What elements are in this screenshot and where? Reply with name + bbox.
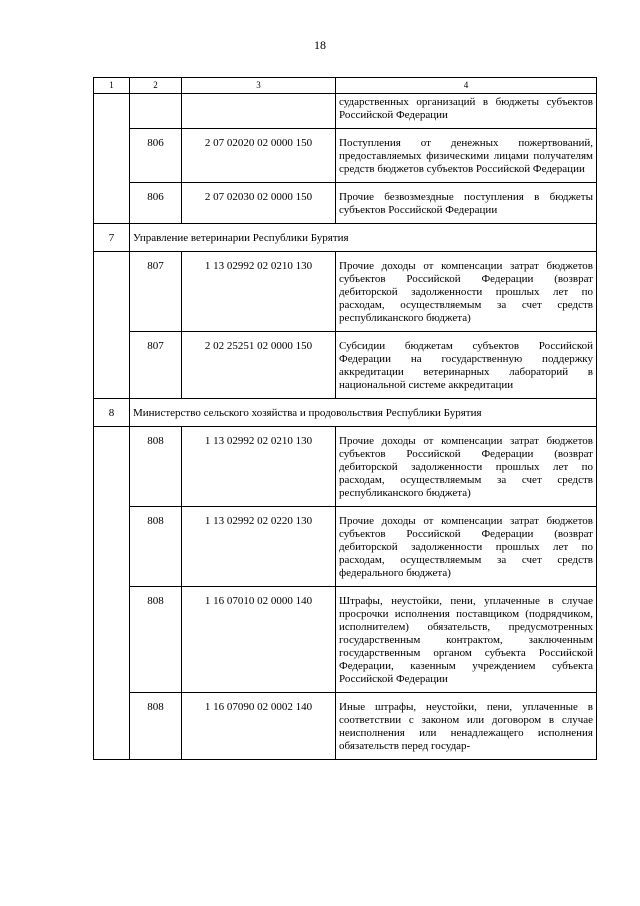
header-row	[94, 78, 597, 94]
revenue-description-cell: Прочие доходы от компенсации затрат бюджетов субъектов Российской Федерации (возврат дебиторской задолженности прошлых лет по расходам, осуществляемым за счет средств федерального бюджета)	[336, 507, 597, 587]
revenue-description-cell: Прочие безвозмездные поступления в бюджеты субъектов Российской Федерации	[336, 183, 597, 224]
revenue-description-cell: Штрафы, неустойки, пени, уплаченные в случае просрочки исполнения поставщиком (подрядчиком, исполнителем) обязательств, предусмотренных государственным контрактом, заключенным государственным органом субъекта Российской Федерации, казенным учреждением субъекта Российской Федерации	[336, 587, 597, 693]
table-row	[94, 183, 597, 224]
table-row	[94, 693, 597, 760]
table-row	[94, 427, 597, 507]
revenue-description-cell: Поступления от денежных пожертвований, предоставляемых физическими лицами получателям средств бюджетов субъектов Российской Федерации	[336, 129, 597, 183]
revenue-description-cell: Прочие доходы от компенсации затрат бюджетов субъектов Российской Федерации (возврат дебиторской задолженности прошлых лет по расходам, осуществляемым за счет средств республиканского бюджета)	[336, 427, 597, 507]
admin-code-cell: 808	[130, 427, 182, 507]
revenue-code-cell: 1 13 02992 02 0220 130	[182, 507, 336, 587]
section-title: Управление ветеринарии Республики Бурятия	[130, 224, 597, 252]
admin-code-cell: 806	[130, 183, 182, 224]
table-row	[94, 332, 597, 399]
revenue-description-cell: Прочие доходы от компенсации затрат бюджетов субъектов Российской Федерации (возврат дебиторской задолженности прошлых лет по расходам, осуществляемым за счет средств республиканского бюджета)	[336, 252, 597, 332]
revenue-code-cell: 2 07 02020 02 0000 150	[182, 129, 336, 183]
header-cell-4: 4	[336, 78, 597, 94]
section-number: 8	[94, 399, 130, 427]
admin-code-cell: 808	[130, 507, 182, 587]
section-title: Министерство сельского хозяйства и продовольствия Республики Бурятия	[130, 399, 597, 427]
table-row	[94, 507, 597, 587]
admin-code-cell: 807	[130, 332, 182, 399]
header-cell-3: 3	[182, 78, 336, 94]
revenue-description-cell: Иные штрафы, неустойки, пени, уплаченные в соответствии с законом или договором в случае неисполнения или ненадлежащего исполнения обязательств перед государ-	[336, 693, 597, 760]
revenue-description-cell: сударственных организаций в бюджеты субъектов Российской Федерации	[336, 94, 597, 129]
table-row	[94, 94, 597, 129]
admin-code-cell: 806	[130, 129, 182, 183]
table-row	[94, 252, 597, 332]
header-cell-2: 2	[130, 78, 182, 94]
table-row	[94, 129, 597, 183]
page-number: 18	[314, 38, 326, 52]
section-header-row	[94, 224, 597, 252]
admin-code-cell: 808	[130, 693, 182, 760]
revenue-code-cell: 1 13 02992 02 0210 130	[182, 252, 336, 332]
section-header-row	[94, 399, 597, 427]
table-row	[94, 587, 597, 693]
admin-code-cell: 808	[130, 587, 182, 693]
section-number-cell	[94, 252, 130, 399]
revenue-description-cell: Субсидии бюджетам субъектов Российской Федерации на государственную поддержку аккредитации ветеринарных лабораторий в национальной системе аккредитации	[336, 332, 597, 399]
revenue-table	[93, 77, 597, 760]
section-number-cell	[94, 94, 130, 224]
section-number: 7	[94, 224, 130, 252]
revenue-code-cell: 1 16 07010 02 0000 140	[182, 587, 336, 693]
revenue-code-cell: 2 07 02030 02 0000 150	[182, 183, 336, 224]
revenue-code-cell	[182, 94, 336, 129]
section-number-cell	[94, 427, 130, 760]
revenue-code-cell: 2 02 25251 02 0000 150	[182, 332, 336, 399]
revenue-code-cell: 1 16 07090 02 0002 140	[182, 693, 336, 760]
admin-code-cell	[130, 94, 182, 129]
admin-code-cell: 807	[130, 252, 182, 332]
revenue-code-cell: 1 13 02992 02 0210 130	[182, 427, 336, 507]
header-cell-1: 1	[94, 78, 130, 94]
